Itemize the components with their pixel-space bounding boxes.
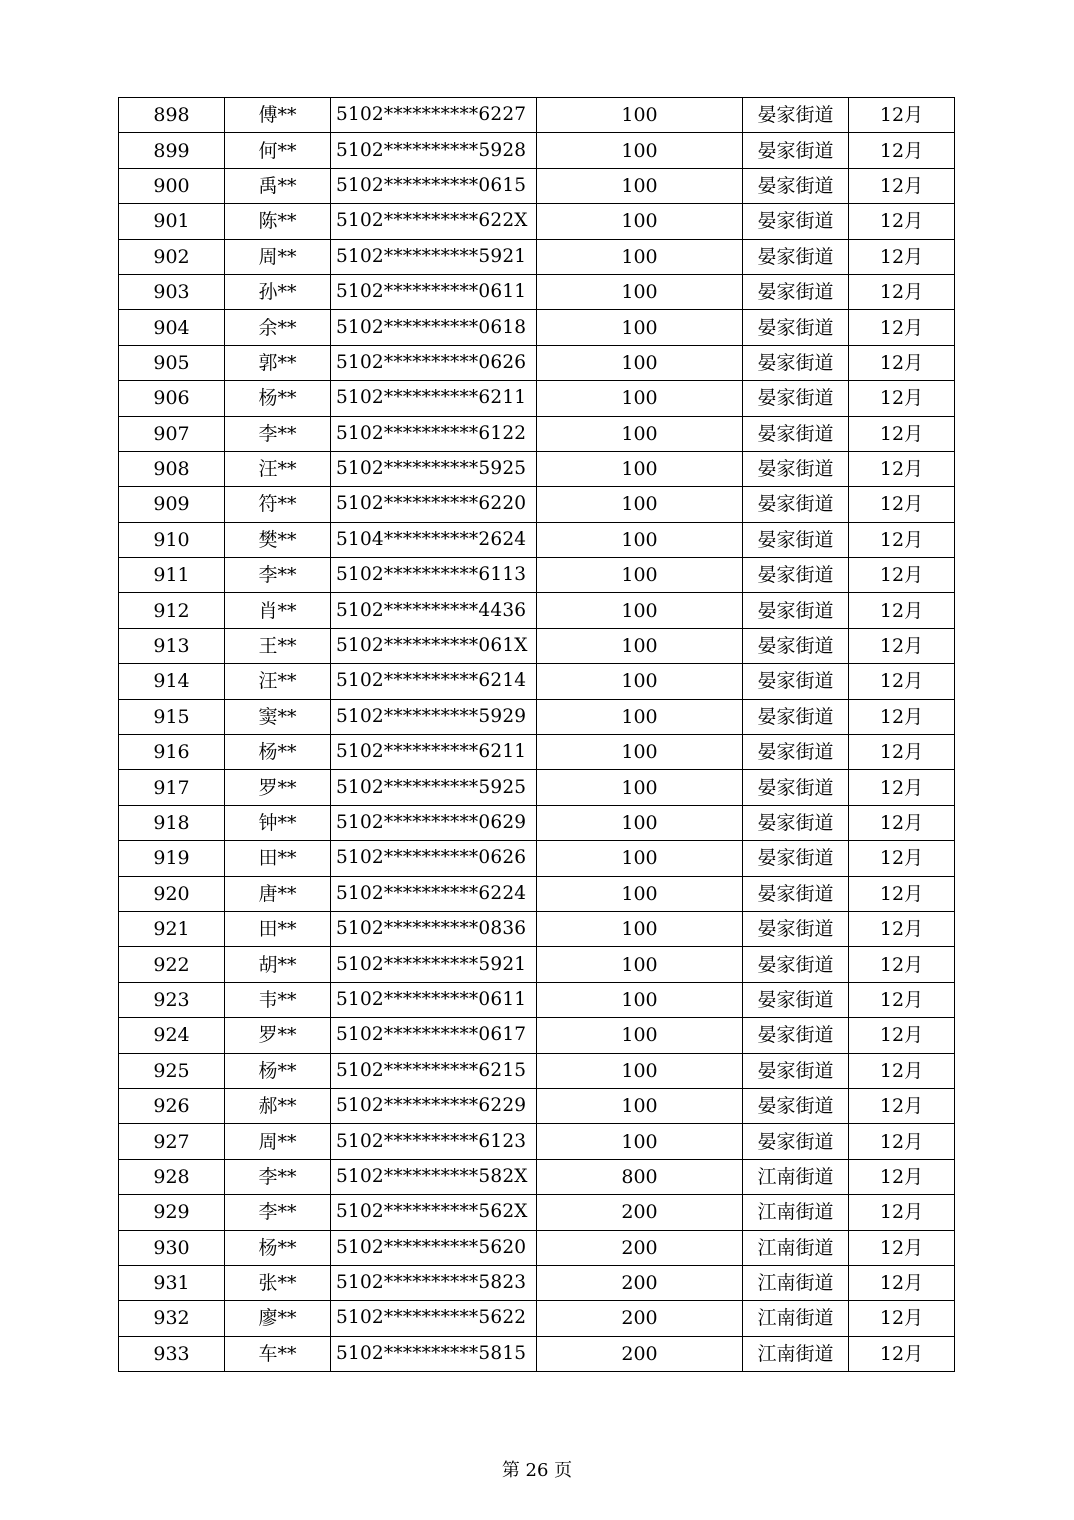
cell-month: 12月: [849, 487, 955, 522]
cell-month: 12月: [849, 451, 955, 486]
cell-serial-number: 900: [119, 168, 225, 203]
cell-street: 江南街道: [743, 1265, 849, 1300]
cell-id-number: 5104**********2624: [331, 522, 537, 557]
cell-street: 晏家街道: [743, 487, 849, 522]
cell-name: 汪**: [225, 664, 331, 699]
table-row: [119, 1053, 955, 1088]
cell-street: 江南街道: [743, 1195, 849, 1230]
cell-amount: 100: [537, 239, 743, 274]
cell-amount: 100: [537, 699, 743, 734]
cell-name: 李**: [225, 1159, 331, 1194]
cell-street: 晏家街道: [743, 805, 849, 840]
cell-serial-number: 904: [119, 310, 225, 345]
table-row: [119, 522, 955, 557]
cell-street: 晏家街道: [743, 310, 849, 345]
cell-serial-number: 932: [119, 1301, 225, 1336]
cell-month: 12月: [849, 628, 955, 663]
cell-month: 12月: [849, 1265, 955, 1300]
table-row: [119, 133, 955, 168]
table-row: [119, 911, 955, 946]
table-row: [119, 239, 955, 274]
cell-street: 晏家街道: [743, 770, 849, 805]
cell-name: 郭**: [225, 345, 331, 380]
cell-name: 李**: [225, 1195, 331, 1230]
cell-id-number: 5102**********582X: [331, 1159, 537, 1194]
cell-serial-number: 930: [119, 1230, 225, 1265]
cell-amount: 100: [537, 1018, 743, 1053]
record-table: [118, 97, 955, 1372]
cell-month: 12月: [849, 1301, 955, 1336]
table-row: [119, 1336, 955, 1371]
cell-month: 12月: [849, 1053, 955, 1088]
cell-month: 12月: [849, 168, 955, 203]
cell-name: 罗**: [225, 770, 331, 805]
cell-serial-number: 905: [119, 345, 225, 380]
table-row: [119, 345, 955, 380]
cell-serial-number: 911: [119, 558, 225, 593]
cell-amount: 100: [537, 451, 743, 486]
cell-name: 汪**: [225, 451, 331, 486]
cell-street: 晏家街道: [743, 239, 849, 274]
cell-month: 12月: [849, 522, 955, 557]
cell-id-number: 5102**********6220: [331, 487, 537, 522]
cell-month: 12月: [849, 1195, 955, 1230]
cell-amount: 100: [537, 133, 743, 168]
table-row: [119, 204, 955, 239]
table-row: [119, 628, 955, 663]
table-row: [119, 699, 955, 734]
cell-serial-number: 925: [119, 1053, 225, 1088]
cell-amount: 100: [537, 664, 743, 699]
cell-month: 12月: [849, 735, 955, 770]
table-row: [119, 310, 955, 345]
cell-name: 韦**: [225, 982, 331, 1017]
cell-amount: 200: [537, 1336, 743, 1371]
cell-name: 杨**: [225, 735, 331, 770]
table-row: [119, 451, 955, 486]
table-row: [119, 274, 955, 309]
cell-street: 晏家街道: [743, 947, 849, 982]
cell-serial-number: 898: [119, 98, 225, 133]
cell-month: 12月: [849, 1159, 955, 1194]
table-row: [119, 805, 955, 840]
table-row: [119, 1301, 955, 1336]
table-row: [119, 593, 955, 628]
cell-street: 晏家街道: [743, 628, 849, 663]
cell-month: 12月: [849, 664, 955, 699]
cell-month: 12月: [849, 911, 955, 946]
cell-amount: 100: [537, 1053, 743, 1088]
cell-amount: 100: [537, 522, 743, 557]
document-table-container: [118, 97, 955, 1372]
cell-id-number: 5102**********5921: [331, 239, 537, 274]
cell-id-number: 5102**********6229: [331, 1088, 537, 1123]
cell-month: 12月: [849, 593, 955, 628]
table-row: [119, 1265, 955, 1300]
cell-id-number: 5102**********0617: [331, 1018, 537, 1053]
table-row: [119, 1018, 955, 1053]
cell-serial-number: 928: [119, 1159, 225, 1194]
cell-amount: 100: [537, 947, 743, 982]
cell-street: 晏家街道: [743, 911, 849, 946]
cell-id-number: 5102**********0626: [331, 841, 537, 876]
page-number: 第 26 页: [501, 1460, 573, 1481]
cell-street: 江南街道: [743, 1230, 849, 1265]
cell-street: 晏家街道: [743, 98, 849, 133]
cell-id-number: 5102**********061X: [331, 628, 537, 663]
cell-street: 晏家街道: [743, 204, 849, 239]
cell-street: 晏家街道: [743, 345, 849, 380]
cell-serial-number: 919: [119, 841, 225, 876]
table-row: [119, 487, 955, 522]
cell-month: 12月: [849, 947, 955, 982]
table-row: [119, 982, 955, 1017]
cell-serial-number: 916: [119, 735, 225, 770]
cell-street: 晏家街道: [743, 841, 849, 876]
cell-name: 傅**: [225, 98, 331, 133]
cell-street: 晏家街道: [743, 664, 849, 699]
cell-id-number: 5102**********0611: [331, 274, 537, 309]
cell-id-number: 5102**********0626: [331, 345, 537, 380]
cell-street: 晏家街道: [743, 451, 849, 486]
cell-serial-number: 927: [119, 1124, 225, 1159]
cell-id-number: 5102**********0836: [331, 911, 537, 946]
cell-month: 12月: [849, 239, 955, 274]
cell-amount: 100: [537, 841, 743, 876]
cell-id-number: 5102**********6113: [331, 558, 537, 593]
cell-amount: 100: [537, 98, 743, 133]
cell-amount: 200: [537, 1301, 743, 1336]
cell-id-number: 5102**********5925: [331, 451, 537, 486]
cell-name: 禹**: [225, 168, 331, 203]
cell-serial-number: 902: [119, 239, 225, 274]
table-row: [119, 664, 955, 699]
cell-id-number: 5102**********5921: [331, 947, 537, 982]
cell-amount: 100: [537, 1124, 743, 1159]
table-row: [119, 1088, 955, 1123]
cell-amount: 100: [537, 487, 743, 522]
cell-street: 晏家街道: [743, 274, 849, 309]
cell-id-number: 5102**********6211: [331, 381, 537, 416]
cell-month: 12月: [849, 982, 955, 1017]
cell-serial-number: 913: [119, 628, 225, 663]
cell-month: 12月: [849, 1088, 955, 1123]
cell-name: 樊**: [225, 522, 331, 557]
cell-id-number: 5102**********5823: [331, 1265, 537, 1300]
cell-amount: 100: [537, 805, 743, 840]
cell-name: 罗**: [225, 1018, 331, 1053]
cell-serial-number: 921: [119, 911, 225, 946]
cell-month: 12月: [849, 558, 955, 593]
cell-name: 杨**: [225, 381, 331, 416]
cell-amount: 100: [537, 911, 743, 946]
cell-amount: 100: [537, 876, 743, 911]
cell-name: 杨**: [225, 1053, 331, 1088]
cell-amount: 100: [537, 558, 743, 593]
cell-street: 晏家街道: [743, 133, 849, 168]
cell-month: 12月: [849, 699, 955, 734]
cell-name: 郝**: [225, 1088, 331, 1123]
cell-month: 12月: [849, 274, 955, 309]
cell-month: 12月: [849, 310, 955, 345]
cell-month: 12月: [849, 133, 955, 168]
cell-amount: 100: [537, 204, 743, 239]
cell-street: 晏家街道: [743, 1018, 849, 1053]
cell-serial-number: 920: [119, 876, 225, 911]
cell-id-number: 5102**********0615: [331, 168, 537, 203]
cell-serial-number: 931: [119, 1265, 225, 1300]
cell-street: 晏家街道: [743, 1088, 849, 1123]
cell-street: 晏家街道: [743, 593, 849, 628]
cell-serial-number: 907: [119, 416, 225, 451]
cell-street: 江南街道: [743, 1301, 849, 1336]
cell-name: 车**: [225, 1336, 331, 1371]
cell-street: 晏家街道: [743, 876, 849, 911]
cell-id-number: 5102**********5622: [331, 1301, 537, 1336]
cell-amount: 100: [537, 770, 743, 805]
table-row: [119, 558, 955, 593]
cell-amount: 100: [537, 982, 743, 1017]
cell-street: 晏家街道: [743, 416, 849, 451]
cell-amount: 100: [537, 593, 743, 628]
cell-month: 12月: [849, 1124, 955, 1159]
cell-name: 王**: [225, 628, 331, 663]
cell-id-number: 5102**********5928: [331, 133, 537, 168]
cell-id-number: 5102**********5925: [331, 770, 537, 805]
cell-amount: 100: [537, 345, 743, 380]
cell-id-number: 5102**********6211: [331, 735, 537, 770]
cell-name: 何**: [225, 133, 331, 168]
cell-serial-number: 926: [119, 1088, 225, 1123]
cell-name: 李**: [225, 558, 331, 593]
cell-serial-number: 924: [119, 1018, 225, 1053]
cell-name: 周**: [225, 1124, 331, 1159]
record-table-body: [119, 98, 955, 1372]
cell-month: 12月: [849, 1336, 955, 1371]
cell-id-number: 5102**********562X: [331, 1195, 537, 1230]
cell-id-number: 5102**********6122: [331, 416, 537, 451]
cell-name: 孙**: [225, 274, 331, 309]
cell-street: 晏家街道: [743, 558, 849, 593]
cell-serial-number: 903: [119, 274, 225, 309]
cell-name: 廖**: [225, 1301, 331, 1336]
cell-name: 陈**: [225, 204, 331, 239]
cell-name: 钟**: [225, 805, 331, 840]
cell-amount: 200: [537, 1195, 743, 1230]
cell-serial-number: 914: [119, 664, 225, 699]
cell-street: 晏家街道: [743, 1053, 849, 1088]
cell-amount: 800: [537, 1159, 743, 1194]
table-row: [119, 841, 955, 876]
cell-street: 晏家街道: [743, 168, 849, 203]
cell-serial-number: 929: [119, 1195, 225, 1230]
table-row: [119, 1195, 955, 1230]
cell-name: 唐**: [225, 876, 331, 911]
cell-id-number: 5102**********4436: [331, 593, 537, 628]
cell-month: 12月: [849, 805, 955, 840]
cell-name: 田**: [225, 911, 331, 946]
cell-amount: 100: [537, 168, 743, 203]
cell-month: 12月: [849, 345, 955, 380]
cell-amount: 100: [537, 416, 743, 451]
cell-serial-number: 899: [119, 133, 225, 168]
table-row: [119, 1124, 955, 1159]
cell-street: 晏家街道: [743, 522, 849, 557]
cell-serial-number: 912: [119, 593, 225, 628]
cell-serial-number: 906: [119, 381, 225, 416]
table-row: [119, 381, 955, 416]
cell-amount: 100: [537, 735, 743, 770]
cell-street: 江南街道: [743, 1336, 849, 1371]
table-row: [119, 770, 955, 805]
cell-name: 胡**: [225, 947, 331, 982]
cell-month: 12月: [849, 204, 955, 239]
cell-id-number: 5102**********6224: [331, 876, 537, 911]
table-row: [119, 947, 955, 982]
table-row: [119, 1159, 955, 1194]
cell-month: 12月: [849, 1018, 955, 1053]
cell-name: 张**: [225, 1265, 331, 1300]
cell-id-number: 5102**********0629: [331, 805, 537, 840]
cell-amount: 100: [537, 274, 743, 309]
cell-name: 窦**: [225, 699, 331, 734]
cell-amount: 100: [537, 310, 743, 345]
cell-name: 余**: [225, 310, 331, 345]
cell-serial-number: 910: [119, 522, 225, 557]
cell-id-number: 5102**********622X: [331, 204, 537, 239]
table-row: [119, 98, 955, 133]
cell-name: 田**: [225, 841, 331, 876]
cell-id-number: 5102**********0611: [331, 982, 537, 1017]
cell-name: 周**: [225, 239, 331, 274]
cell-id-number: 5102**********5815: [331, 1336, 537, 1371]
cell-id-number: 5102**********5620: [331, 1230, 537, 1265]
cell-serial-number: 918: [119, 805, 225, 840]
cell-id-number: 5102**********6227: [331, 98, 537, 133]
cell-month: 12月: [849, 876, 955, 911]
cell-month: 12月: [849, 416, 955, 451]
cell-name: 杨**: [225, 1230, 331, 1265]
cell-street: 晏家街道: [743, 735, 849, 770]
cell-month: 12月: [849, 98, 955, 133]
table-row: [119, 876, 955, 911]
cell-month: 12月: [849, 381, 955, 416]
cell-id-number: 5102**********6123: [331, 1124, 537, 1159]
cell-id-number: 5102**********6215: [331, 1053, 537, 1088]
cell-street: 晏家街道: [743, 1124, 849, 1159]
cell-id-number: 5102**********6214: [331, 664, 537, 699]
cell-serial-number: 923: [119, 982, 225, 1017]
cell-name: 李**: [225, 416, 331, 451]
cell-month: 12月: [849, 841, 955, 876]
cell-street: 晏家街道: [743, 699, 849, 734]
cell-month: 12月: [849, 770, 955, 805]
cell-serial-number: 908: [119, 451, 225, 486]
table-row: [119, 416, 955, 451]
cell-street: 江南街道: [743, 1159, 849, 1194]
cell-id-number: 5102**********0618: [331, 310, 537, 345]
cell-serial-number: 909: [119, 487, 225, 522]
cell-month: 12月: [849, 1230, 955, 1265]
cell-name: 肖**: [225, 593, 331, 628]
cell-amount: 200: [537, 1230, 743, 1265]
cell-amount: 100: [537, 628, 743, 663]
cell-street: 晏家街道: [743, 381, 849, 416]
cell-serial-number: 901: [119, 204, 225, 239]
cell-serial-number: 922: [119, 947, 225, 982]
cell-street: 晏家街道: [743, 982, 849, 1017]
table-row: [119, 735, 955, 770]
cell-amount: 100: [537, 381, 743, 416]
table-row: [119, 1230, 955, 1265]
table-row: [119, 168, 955, 203]
cell-serial-number: 917: [119, 770, 225, 805]
cell-id-number: 5102**********5929: [331, 699, 537, 734]
cell-serial-number: 933: [119, 1336, 225, 1371]
cell-amount: 200: [537, 1265, 743, 1300]
cell-name: 符**: [225, 487, 331, 522]
cell-serial-number: 915: [119, 699, 225, 734]
cell-amount: 100: [537, 1088, 743, 1123]
